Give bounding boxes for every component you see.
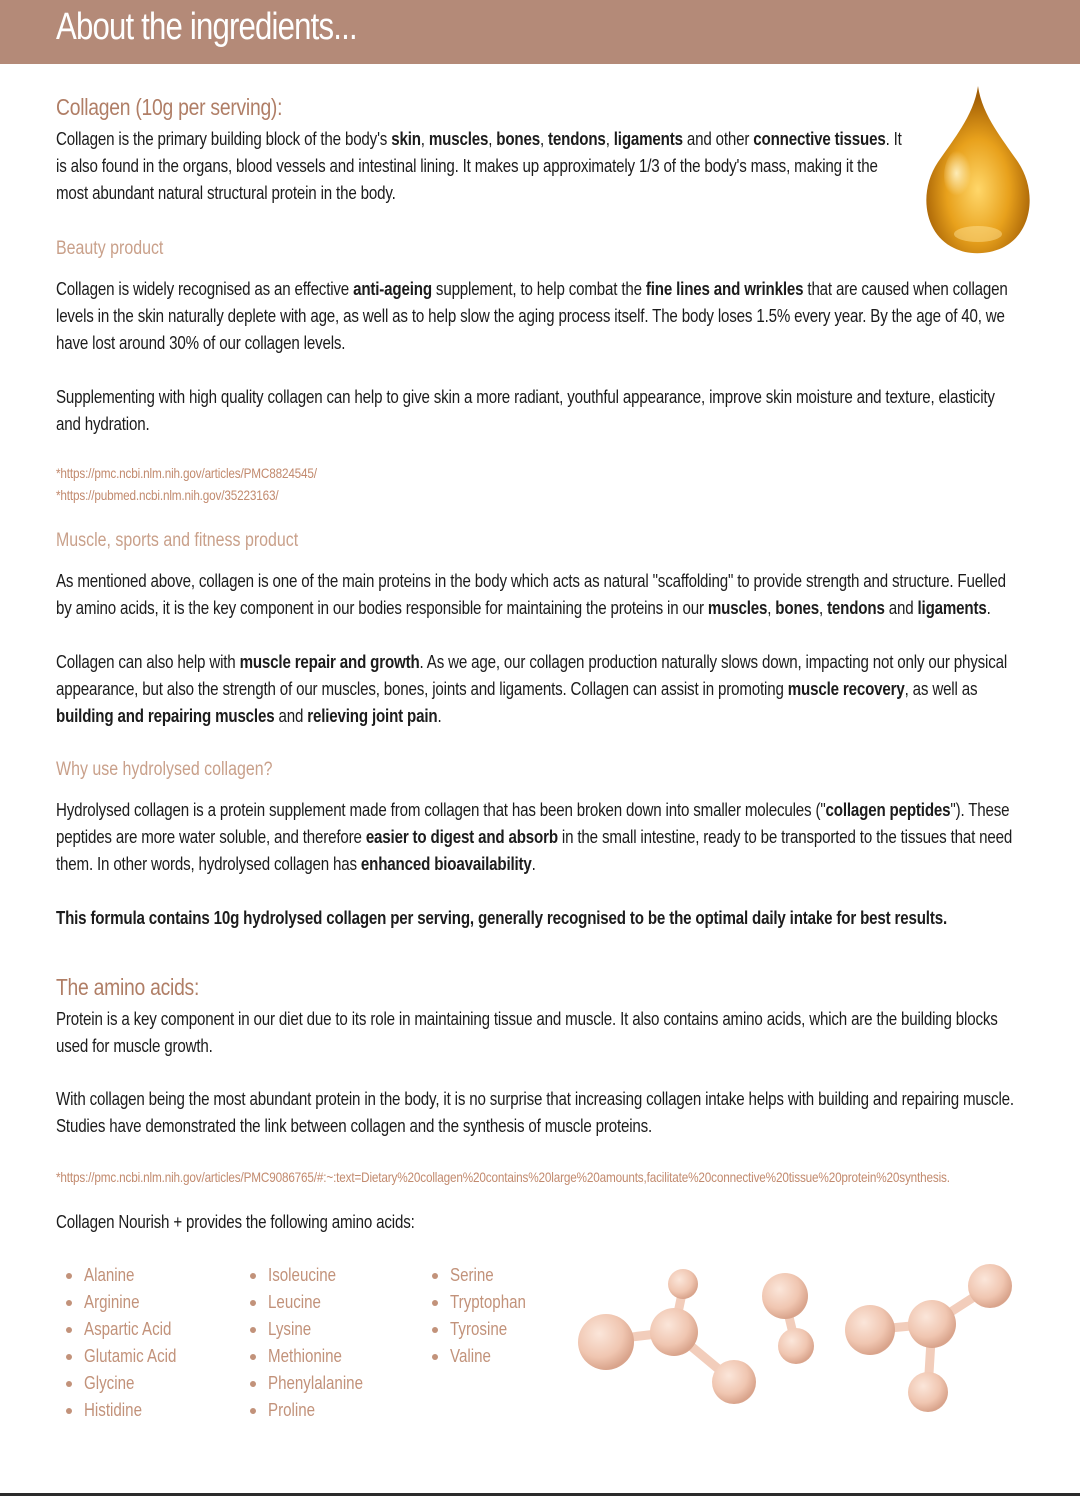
amino-column-1: [62, 1262, 194, 1424]
emphasis-text: collagen peptides: [825, 800, 951, 820]
bullet-icon: [432, 1273, 438, 1279]
amino-acid-item: [428, 1316, 540, 1343]
emphasis-text: anti-ageing: [353, 279, 432, 299]
amino-acid-label: Serine: [450, 1265, 494, 1285]
bullet-icon: [66, 1408, 72, 1414]
amino-acid-item: [246, 1370, 381, 1397]
bullet-icon: [66, 1354, 72, 1360]
amino-acid-label: Lysine: [268, 1319, 312, 1339]
emphasis-text: enhanced bioavailability: [360, 854, 532, 874]
amino-acid-item: [428, 1289, 540, 1316]
amino-acid-label: Alanine: [84, 1265, 135, 1285]
amino-acid-item: [62, 1262, 194, 1289]
emphasis-text: ligaments: [917, 598, 987, 618]
amino-acid-label: Phenylalanine: [268, 1373, 363, 1393]
amino-acid-item: [62, 1316, 194, 1343]
amino-acid-item: [428, 1343, 540, 1370]
bullet-icon: [66, 1300, 72, 1306]
bullet-icon: [432, 1327, 438, 1333]
page-title: About the ingredients...: [56, 6, 357, 48]
emphasis-text: relieving joint pain: [307, 706, 438, 726]
amino-acid-label: Glutamic Acid: [84, 1346, 177, 1366]
hydrolysed-paragraph: Hydrolysed collagen is a protein supplement made from collagen that has been broken down into smaller molecules ("collagen peptides"). These peptides are more water soluble, and therefore easier to digest and absorb in the small intestine, ready to be transported to the tissues that need them. In other words, hydrolysed collagen has enhanced bioavailability.: [56, 800, 1013, 874]
amino-paragraph-2: With collagen being the most abundant protein in the body, it is no surprise that increasing collagen intake helps with building and repairing muscle. Studies have demonstrated the link between collagen and the synthesis of muscle proteins.: [56, 1089, 1014, 1136]
amino-acid-item: [62, 1289, 194, 1316]
amino-acid-item: [62, 1370, 194, 1397]
amino-acid-item: [246, 1397, 381, 1424]
bullet-icon: [250, 1300, 256, 1306]
amino-acid-item: [246, 1316, 381, 1343]
amino-paragraph-1: Protein is a key component in our diet due to its role in maintaining tissue and muscle. It also contains amino acids, which are the building blocks used for muscle growth.: [56, 1009, 998, 1056]
bullet-icon: [432, 1354, 438, 1360]
oil-drop-image: [922, 84, 1034, 254]
amino-source[interactable]: *https://pmc.ncbi.nlm.nih.gov/articles/PMC9086765/#:~:text=Dietary%20collagen%20contains%20large%20amounts,facilitate%20connective%20tissue%20protein%20synthesis.: [56, 1169, 950, 1185]
amino-acid-label: Histidine: [84, 1400, 142, 1420]
amino-acid-item: [246, 1289, 381, 1316]
molecule-illustration: [572, 1262, 1022, 1422]
hydrolysed-heading: Why use hydrolysed collagen?: [56, 759, 273, 780]
amino-acid-label: Aspartic Acid: [84, 1319, 172, 1339]
emphasis-text: building and repairing muscles: [56, 706, 275, 726]
amino-acid-item: [62, 1397, 194, 1424]
amino-acid-label: Methionine: [268, 1346, 342, 1366]
amino-acid-item: [246, 1262, 381, 1289]
bullet-icon: [250, 1381, 256, 1387]
collagen-heading: Collagen (10g per serving):: [56, 94, 283, 120]
amino-list-intro: Collagen Nourish + provides the following amino acids:: [56, 1212, 415, 1232]
muscle-heading: Muscle, sports and fitness product: [56, 530, 299, 551]
emphasis-text: connective tissues: [753, 129, 886, 149]
beauty-paragraph-1: Collagen is widely recognised as an effective anti-ageing supplement, to help combat the fine lines and wrinkles that are caused when collagen levels in the skin naturally deplete with age, as well as to help slow the aging process itself. The body loses 1.5% every year. By the age of 40, we have lost around 30% of our collagen levels.: [56, 279, 1008, 353]
muscle-paragraph-2: Collagen can also help with muscle repair and growth. As we age, our collagen production naturally slows down, impacting not only our physical appearance, but also the strength of our muscles, bones, joints and ligaments. Collagen can assist in promoting muscle recovery, as well as building and repairing muscles and relieving joint pain.: [56, 652, 1008, 726]
emphasis-text: tendons: [548, 129, 606, 149]
amino-acid-label: Arginine: [84, 1292, 140, 1312]
amino-acid-label: Tryptophan: [450, 1292, 526, 1312]
emphasis-text: muscles: [428, 129, 489, 149]
bullet-icon: [432, 1300, 438, 1306]
collagen-intro: Collagen is the primary building block of the body's skin, muscles, bones, tendons, ligaments and other connective tissues. It is also found in the organs, blood vessels and intestinal lining. It makes up approximately 1/3 of the body's mass, making it the most abundant natural structural protein in the body.: [56, 129, 902, 203]
emphasis-text: bones: [775, 598, 819, 618]
amino-acid-label: Tyrosine: [450, 1319, 508, 1339]
muscle-paragraph-1: As mentioned above, collagen is one of the main proteins in the body which acts as natural "scaffolding" to provide strength and structure. Fuelled by amino acids, it is the key component in our bodies responsible for maintaining the proteins in our muscles, bones, tendons and ligaments.: [56, 571, 1006, 618]
bullet-icon: [250, 1327, 256, 1333]
formula-statement: This formula contains 10g hydrolysed collagen per serving, generally recognised to be the optimal daily intake for best results.: [56, 908, 947, 928]
bullet-icon: [250, 1408, 256, 1414]
amino-acid-label: Proline: [268, 1400, 316, 1420]
emphasis-text: ligaments: [613, 129, 683, 149]
bullet-icon: [66, 1327, 72, 1333]
beauty-paragraph-2: Supplementing with high quality collagen can help to give skin a more radiant, youthful appearance, improve skin moisture and texture, elasticity and hydration.: [56, 387, 995, 434]
bullet-icon: [66, 1381, 72, 1387]
emphasis-text: fine lines and wrinkles: [645, 279, 804, 299]
amino-acid-label: Glycine: [84, 1373, 135, 1393]
amino-acid-label: Valine: [450, 1346, 491, 1366]
emphasis-text: muscle repair and growth: [239, 652, 420, 672]
amino-acid-item: [246, 1343, 381, 1370]
emphasis-text: muscle recovery: [787, 679, 905, 699]
emphasis-text: bones: [496, 129, 540, 149]
beauty-heading: Beauty product: [56, 238, 164, 259]
amino-acid-item: [62, 1343, 194, 1370]
bullet-icon: [66, 1273, 72, 1279]
amino-acid-label: Leucine: [268, 1292, 321, 1312]
emphasis-text: skin: [391, 129, 421, 149]
amino-heading: The amino acids:: [56, 974, 200, 1000]
emphasis-text: easier to digest and absorb: [365, 827, 558, 847]
bullet-icon: [250, 1354, 256, 1360]
beauty-source-2[interactable]: *https://pubmed.ncbi.nlm.nih.gov/35223163/: [56, 487, 279, 503]
page-header: [0, 0, 1080, 64]
amino-column-2: [246, 1262, 381, 1424]
bullet-icon: [250, 1273, 256, 1279]
emphasis-text: muscles: [707, 598, 768, 618]
emphasis-text: tendons: [827, 598, 885, 618]
amino-acid-item: [428, 1262, 540, 1289]
beauty-source-1[interactable]: *https://pmc.ncbi.nlm.nih.gov/articles/PMC8824545/: [56, 465, 317, 481]
amino-column-3: [428, 1262, 540, 1370]
amino-acid-label: Isoleucine: [268, 1265, 337, 1285]
